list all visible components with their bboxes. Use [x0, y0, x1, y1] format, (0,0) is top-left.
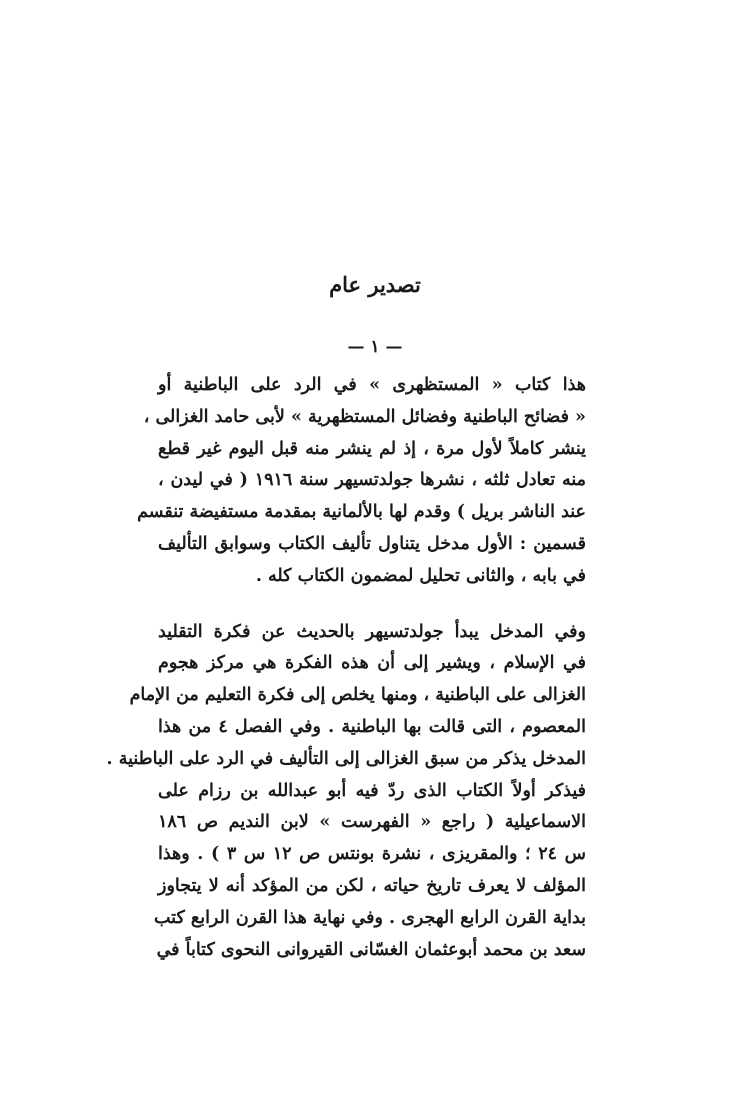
text-line: في الإسلام ، ويشير إلى أن هذه الفكرة هي مركز هجوم: [158, 653, 586, 674]
text-line: الغزالى على الباطنية ، ومنها يخلص إلى فكرة التعليم من الإمام: [129, 685, 586, 706]
page-heading: تصدير عام: [329, 272, 421, 297]
body-text: [106, 370, 586, 966]
section-number: — ١ —: [347, 337, 403, 357]
text-line: منه تعادل ثلثه ، نشرها جولدتسيهر سنة ١٩١٦ ( في ليدن ،: [158, 470, 586, 491]
text-line: قسمين : الأول مدخل يتناول تأليف الكتاب وسوابق التأليف: [158, 533, 586, 554]
text-line: في بابه ، والثانى تحليل لمضمون الكتاب كله .: [255, 565, 586, 586]
text-line: ينشر كاملاً لأول مرة ، إذ لم ينشر منه قبل اليوم غير قطع: [158, 438, 586, 459]
text-line: عند الناشر بريل ) وقدم لها بالألمانية بمقدمة مستفيضة تنقسم: [137, 502, 586, 523]
text-line: المدخل يذكر من سبق الغزالى إلى التأليف في الرد على الباطنية .: [106, 748, 586, 769]
paragraph-gap: [158, 593, 586, 617]
text-line: وفي المدخل يبدأ جولدتسيهر بالحديث عن فكرة التقليد: [158, 621, 586, 642]
text-line: المعصوم ، التى قالت بها الباطنية . وفي الفصل ٤ من هذا: [158, 716, 586, 737]
text-line: « فضائح الباطنية وفضائل المستظهرية » لأبى حامد الغزالى ،: [143, 406, 586, 427]
text-line: هذا كتاب « المستظهرى » في الرد على الباطنية أو: [158, 375, 586, 395]
text-line: سعد بن محمد أبوعثمان الغسّانى القيروانى النحوى كتاباً في: [156, 939, 586, 960]
text-line: بداية القرن الرابع الهجرى . وفي نهاية هذا القرن الرابع كتب: [154, 907, 586, 928]
text-line: الاسماعيلية ( راجع « الفهرست » لابن النديم ص ١٨٦: [158, 812, 586, 833]
text-line: فيذكر أولاً الكتاب الذى ردّ فيه أبو عبدالله بن رزام على: [158, 780, 586, 801]
text-line: س ٢٤ ؛ والمقريزى ، نشرة بونتس ص ١٢ س ٣ ) . وهذا: [158, 844, 586, 865]
text-line: المؤلف لا يعرف تاريخ حياته ، لكن من المؤكد أنه لا يتجاوز: [158, 875, 586, 896]
